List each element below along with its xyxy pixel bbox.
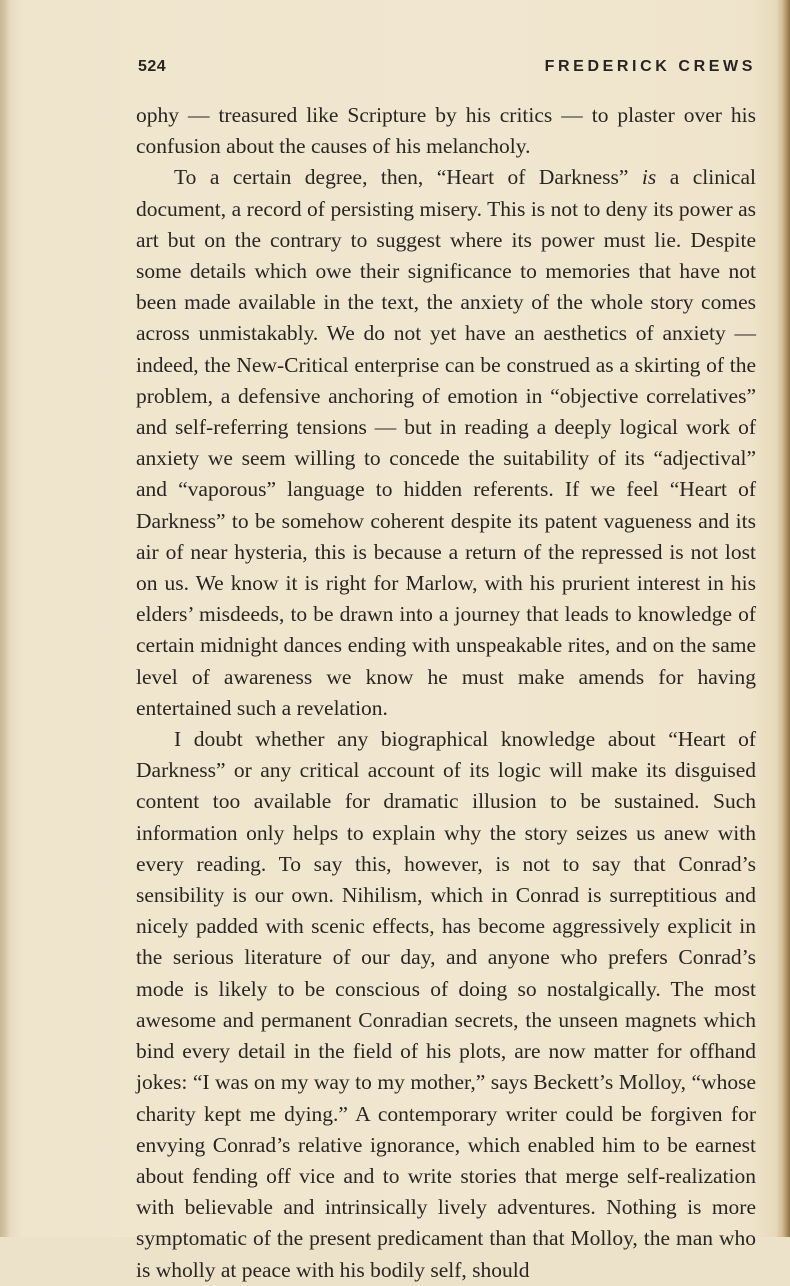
emphasis-text: is: [641, 165, 657, 190]
paragraph-biographical-knowledge: I doubt whether any biographical knowledge about “Heart of Darkness” or any critical account of its logic will make its disguised content too available for dramatic illusion to be sustained. Such information only helps to explain why the story seizes us anew with every reading. To say this, however, is not to say that Conrad’s sensibility is our own. Nihilism, which in Conrad is surreptitious and nicely padded with scenic effects, has become aggressively explicit in the serious literature of our day, and anyone who prefers Conrad’s mode is likely to be conscious of doing so nostalgically. The most awesome and permanent Conradian secrets, the unseen magnets which bind every detail in the field of his plots, are now matter for offhand jokes: “I was on my way to my mother,” says Beckett’s Molloy, “whose charity kept me dying.” A contemporary writer could be forgiven for envying Conrad’s relative ignorance, which enabled him to be earnest about fending off vice and to write stories that merge self-realization with believable and intrinsically lively adventures. Nothing is more symptomatic of the present predicament than that Molloy, the man who is wholly at peace with his bodily self, should: [136, 727, 756, 1282]
paragraph-clinical-document: [136, 162, 756, 724]
paragraph-text: To a certain degree, then, “Heart of Darkness”: [174, 165, 642, 190]
page-edge: [776, 0, 790, 1237]
running-head: FREDERICK CREWS: [544, 58, 756, 75]
page-number: 524: [138, 58, 167, 75]
body-text: [136, 100, 756, 1286]
gutter-shadow: [0, 0, 10, 1237]
paragraph-text: a clinical document, a record of persisting misery. This is not to deny its power as art but on the contrary to suggest where its power must lie. Despite some details which owe their significance to memories that have not been made available in the text, the anxiety of the whole story comes across unmistakably. We do not yet have an aesthetics of anxiety — indeed, the New-Critical enterprise can be construed as a skirting of the problem, a defensive anchoring of emotion in “objective correlatives” and self-referring tensions — but in reading a deeply logical work of anxiety we seem willing to concede the suitability of its “adjectival” and “vaporous” language to hidden referents. If we feel “Heart of Darkness” to be somehow coherent despite its patent vagueness and its air of near hysteria, this is because a return of the repressed is not lost on us. We know it is right for Marlow, with his prurient interest in his elders’ misdeeds, to be drawn into a journey that leads to knowledge of certain midnight dances ending with unspeakable rites, and on the same level of awareness we know he must make amends for having entertained such a revelation.: [136, 165, 756, 720]
page-header: [138, 58, 756, 82]
paragraph-continuation: ophy — treasured like Scripture by his critics — to plaster over his confusion about the causes of his melancholy.: [136, 103, 756, 159]
